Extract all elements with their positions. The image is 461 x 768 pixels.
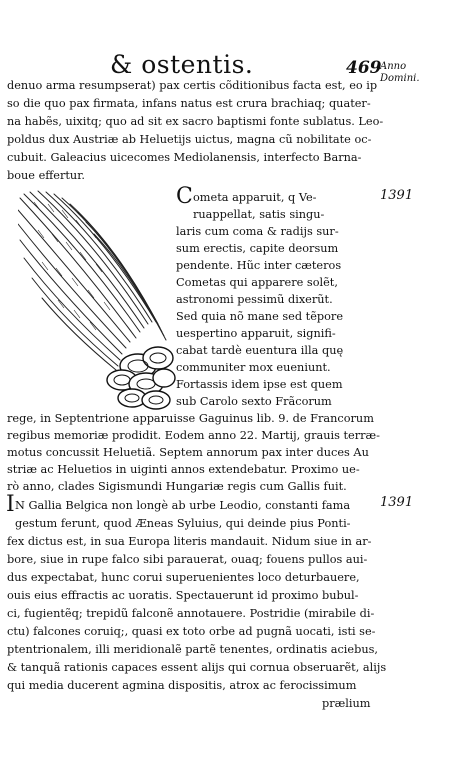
text-line: ctu) falcones coruiq;, quasi ex toto orbe ad pugnã uocati, isti se- [7, 625, 376, 638]
text-line: ouis eius effractis ac uoratis. Spectauerunt id proximo bubul- [7, 589, 359, 602]
text-line: sum erectis, capite deorsum [176, 242, 339, 255]
text-line: boue effertur. [7, 169, 85, 182]
text-line: poldus dux Austriæ ab Heluetijs uictus, magna cũ nobilitate oc- [7, 133, 372, 146]
drop-initial: I [6, 492, 15, 517]
text-line: so die quo pax firmata, infans natus est crura brachiaq; quater- [7, 97, 371, 110]
text-line: N Gallia Belgica non longè ab urbe Leodio, constanti fama [15, 499, 351, 512]
text-line: & tanquã rationis capaces essent alijs qui cornua obseruarẽt, alijs [7, 661, 387, 674]
text-line: astronomi pessimũ dixerũt. [176, 293, 333, 306]
page-number: 469 [346, 58, 382, 78]
text-line: rò anno, clades Sigismundi Hungariæ regis cum Gallis fuit. [7, 480, 347, 493]
text-line: rege, in Septentrione apparuisse Gaguinus lib. 9. de Francorum [7, 412, 374, 425]
text-line: qui media ducerent agmina dispositis, atrox ac ferocissimum [7, 679, 357, 692]
margin-year-1391: 1391 [380, 188, 414, 203]
text-line: sub Carolo sexto Frãcorum [176, 395, 332, 408]
text-line: laris cum coma & radijs sur- [176, 225, 339, 238]
text-line: cubuit. Galeacius uicecomes Mediolanensis, interfecto Barna- [7, 151, 362, 164]
text-line: gestum ferunt, quod Æneas Syluius, qui deinde pius Ponti- [15, 517, 351, 530]
text-line: ometa apparuit, q Ve- [193, 191, 317, 204]
margin-note-anno-domini: Anno Domini. [380, 61, 420, 84]
text-line: na habẽs, uixitq; quo ad sit ex sacro baptismi fonte sublatus. Leo- [7, 115, 384, 128]
comet-woodcut-illustration [18, 190, 176, 416]
text-line: uespertino apparuit, signifi- [176, 327, 336, 340]
text-line: ci, fugientẽq; trepidũ falconẽ annotauere. Postridie (mirabile di- [7, 607, 375, 620]
text-line: Sed quia nõ mane sed tẽpore [176, 310, 344, 323]
text-line: pendente. Hũc inter cæteros [176, 259, 342, 272]
text-line: motus concussit Heluetiã. Septem annorum pax inter duces Au [7, 446, 369, 459]
text-line: Fortassis idem ipse est quem [176, 378, 343, 391]
text-line: prælium [322, 697, 371, 710]
margin-year-1391: 1391 [380, 495, 414, 510]
text-line: regibus memoriæ prodidit. Eodem anno 22. Martij, grauis terræ- [7, 429, 380, 442]
running-head-title: & ostentis. [110, 50, 254, 79]
text-line: denuo arma resumpserat) pax certis cõditionibus facta est, eo ip [7, 79, 378, 92]
text-line: fex dictus est, in sua Europa literis mandauit. Nidum siue in ar- [7, 535, 372, 548]
text-line: bore, siue in rupe falco sibi parauerat, ouaq; fouens pullos aui- [7, 553, 368, 566]
text-line: Cometas qui apparere solẽt, [176, 276, 338, 289]
text-line: communiter mox eueniunt. [176, 361, 331, 374]
text-line: dus expectabat, hunc corui superuenientes loco deturbauere, [7, 571, 360, 584]
text-line: ptentrionalem, illi meridionalẽ partẽ tenentes, ordinatis aciebus, [7, 643, 378, 656]
text-line: cabat tardè euentura illa quę [176, 344, 344, 357]
text-line: striæ ac Heluetios in uiginti annos extendebatur. Proximo ue- [7, 463, 360, 476]
drop-initial: C [176, 184, 193, 209]
text-line: ruappellat, satis singu- [193, 208, 325, 221]
